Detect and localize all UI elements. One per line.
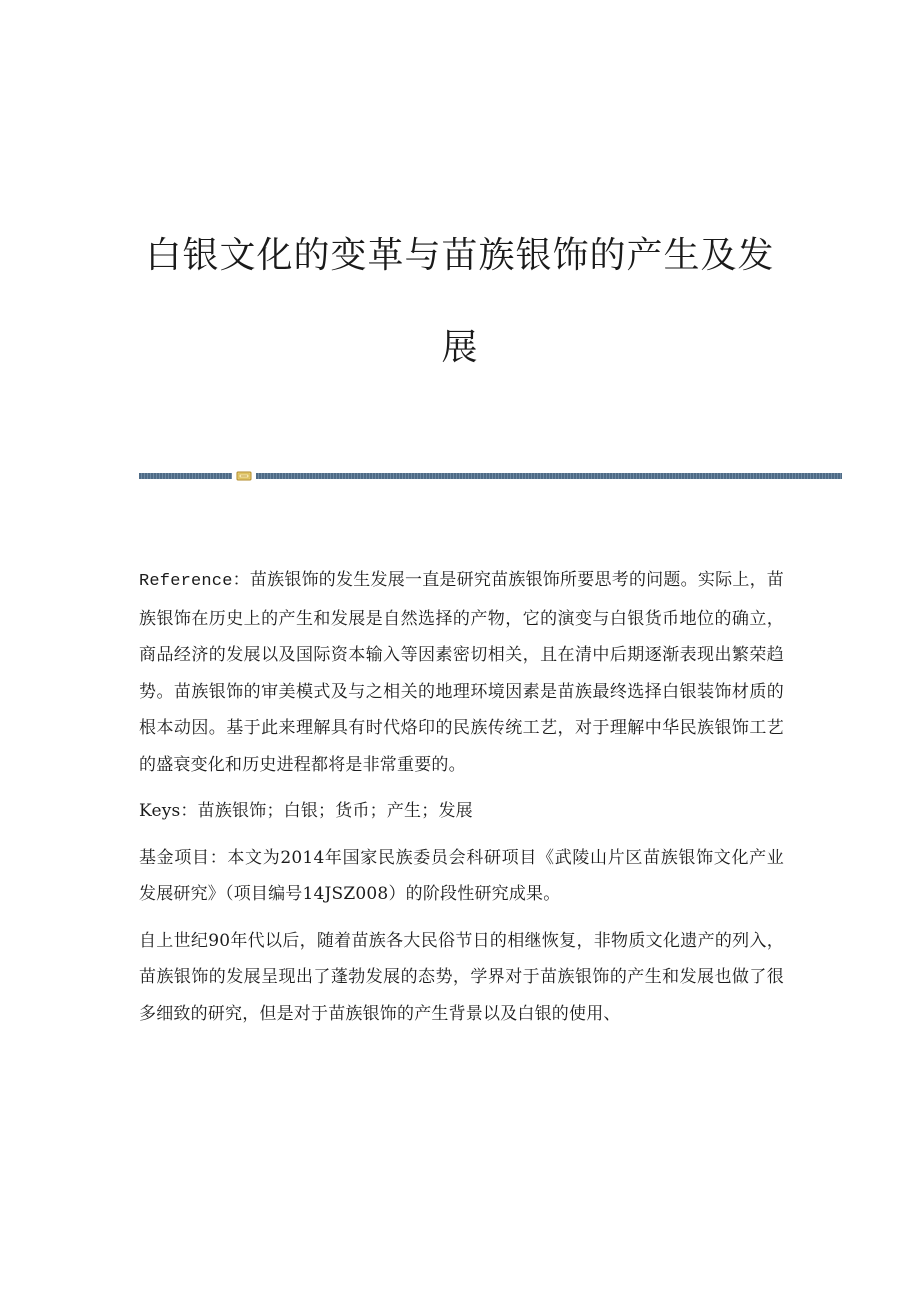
divider-bar-right xyxy=(256,473,842,479)
title-line-2: 展 xyxy=(441,327,479,368)
keywords-paragraph xyxy=(139,793,784,830)
abstract-label: Reference： xyxy=(139,572,250,591)
title-line-1: 白银文化的变革与苗族银饰的产生及发 xyxy=(145,235,775,276)
document-body xyxy=(139,562,784,1042)
funding-paragraph: 基金项目：本文为2014年国家民族委员会科研项目《武陵山片区苗族银饰文化产业发展研究》（项目编号14JSZ008）的阶段性研究成果。 xyxy=(139,847,784,904)
title-divider xyxy=(139,471,842,481)
divider-ornament-icon xyxy=(236,471,252,481)
divider-bar-left xyxy=(139,473,232,479)
abstract-paragraph xyxy=(139,562,784,783)
abstract-text: 苗族银饰的发生发展一直是研究苗族银饰所要思考的问题。实际上，苗族银饰在历史上的产生和发展是自然选择的产物，它的演变与白银货币地位的确立，商品经济的发展以及国际资本输入等因素密切相关，且在清中后期逐渐表现出繁荣趋势。苗族银饰的审美模式及与之相关的地理环境因素是苗族最终选择白银装饰材质的根本动因。基于此来理解具有时代烙印的民族传统工艺，对于理解中华民族银饰工艺的盛衰变化和历史进程都将是非常重要的。 xyxy=(139,570,784,775)
body-paragraph: 自上世纪90年代以后，随着苗族各大民俗节日的相继恢复，非物质文化遗产的列入，苗族银饰的发展呈现出了蓬勃发展的态势，学界对于苗族银饰的产生和发展也做了很多细致的研究，但是对于苗族银饰的产生背景以及白银的使用、 xyxy=(139,930,784,1024)
keywords-label: Keys： xyxy=(139,801,198,821)
document-title xyxy=(120,210,800,394)
keywords-text: 苗族银饰；白银；货币；产生；发展 xyxy=(197,801,473,821)
